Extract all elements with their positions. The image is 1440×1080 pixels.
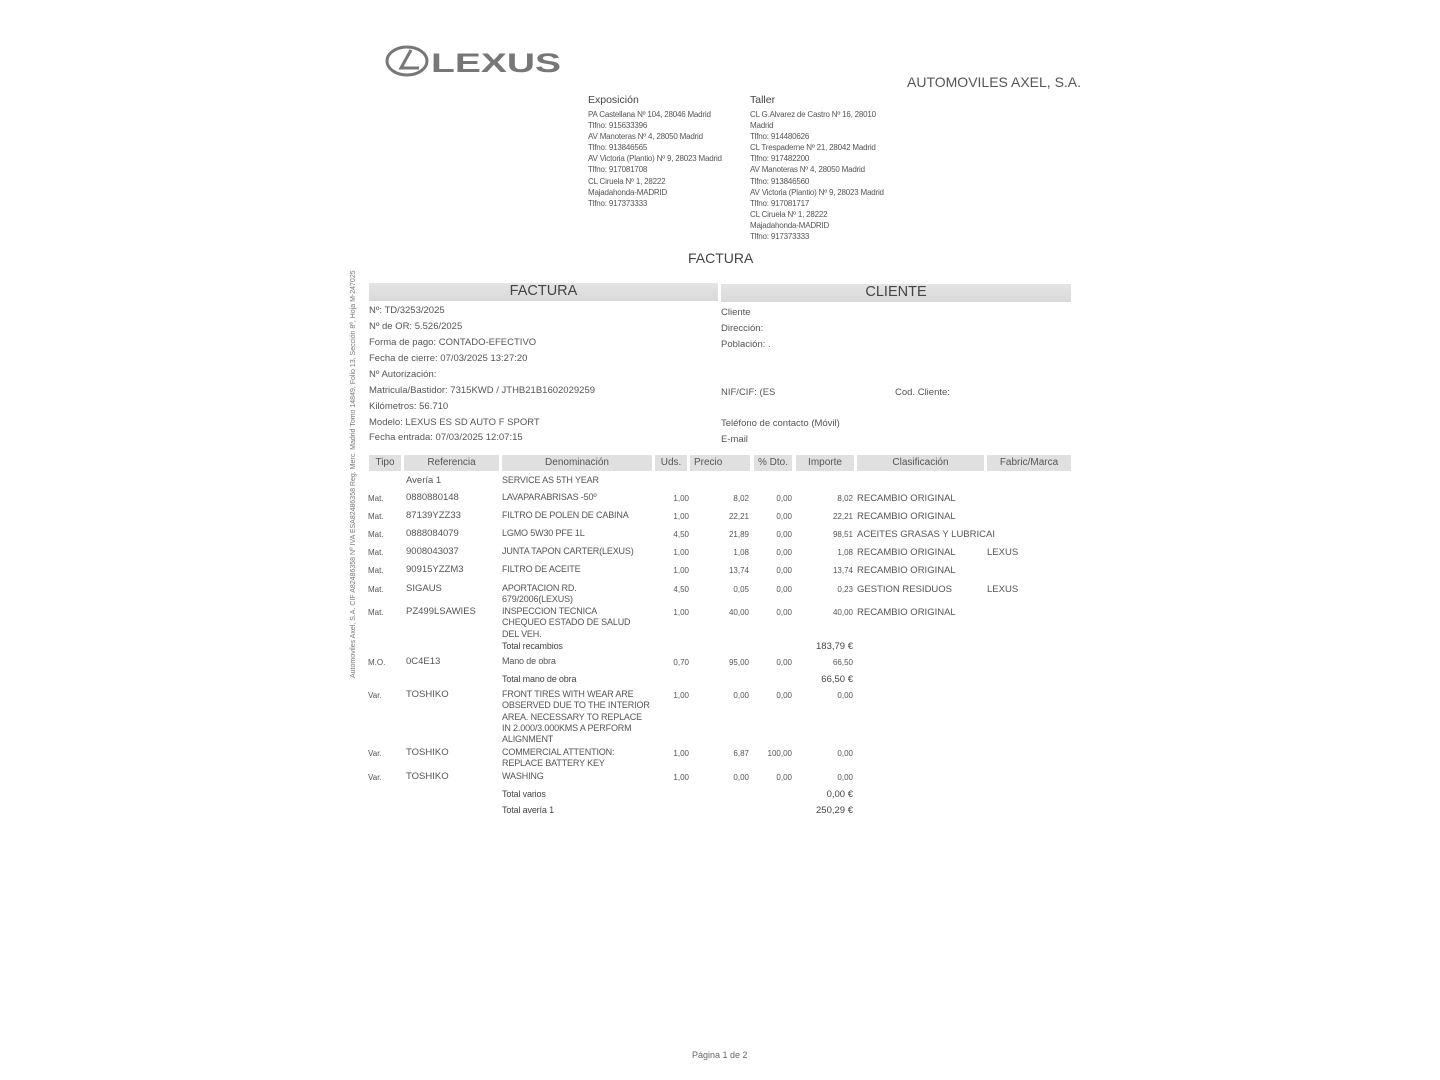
row-tipo: Mat.	[368, 530, 384, 539]
row-uds: 1,00	[673, 691, 689, 700]
row-clasificacion: RECAMBIO ORIGINAL	[857, 511, 956, 522]
row-denominacion: LAVAPARABRISAS -50º	[502, 492, 597, 502]
row-dto: 0,00	[776, 530, 792, 539]
exposicion-line: AV Victoria (Plantio) Nº 9, 28023 Madrid	[588, 154, 722, 164]
column-header: % Dto.	[754, 455, 792, 471]
row-clasificacion: ACEITES GRASAS Y LUBRICAI	[857, 529, 995, 540]
row-importe: 0,00	[837, 773, 853, 782]
taller-line: Tlfno: 913846560	[750, 176, 810, 186]
column-header: Fabric/Marca	[987, 455, 1071, 471]
taller-line: AV Manoteras Nº 4, 28050 Madrid	[750, 165, 865, 175]
exposicion-line: Majadahonda-MADRID	[588, 187, 668, 197]
row-dto: 0,00	[776, 585, 792, 594]
exposicion-title: Exposición	[588, 94, 639, 106]
row-importe: 8,02	[837, 494, 853, 503]
row-uds: 1,00	[673, 566, 689, 575]
row-tipo: Mat.	[368, 494, 384, 503]
factura-field: Nº Autorización:	[369, 369, 437, 380]
factura-field: Matricula/Bastidor: 7315KWD / JTHB21B1602029259	[369, 385, 596, 396]
row-precio: 0,00	[733, 773, 749, 782]
row-marca: LEXUS	[987, 584, 1019, 595]
taller-line: Tlfno: 917373333	[750, 232, 810, 242]
column-header: Denominación	[502, 455, 652, 471]
row-denominacion: FILTRO DE POLEN DE CABINA	[502, 510, 629, 520]
exposicion-line: Tlfno: 917081708	[588, 165, 648, 175]
column-header: Tipo	[369, 455, 401, 471]
row-importe: 98,51	[832, 530, 853, 539]
row-precio: 22,21	[728, 512, 749, 521]
row-precio: 95,00	[728, 658, 749, 667]
taller-line: Majadahonda-MADRID	[750, 220, 830, 230]
cod-cliente-label: Cod. Cliente:	[895, 387, 950, 398]
row-tipo: Mat.	[368, 512, 384, 521]
row-dto: 0,00	[776, 494, 792, 503]
exposicion-block	[588, 94, 746, 209]
email-label: E-mail	[721, 434, 748, 445]
row-tipo: Mat.	[368, 585, 384, 594]
row-dto: 0,00	[776, 608, 792, 617]
row-importe: 0,00	[837, 691, 853, 700]
cliente-header: CLIENTE	[865, 284, 927, 300]
factura-field: Forma de pago: CONTADO-EFECTIVO	[369, 337, 537, 348]
cliente-label: Cliente	[721, 307, 751, 318]
row-importe: 250,29 €	[816, 805, 853, 816]
row-denominacion: Total varios	[502, 789, 546, 799]
row-referencia: 0888084079	[406, 528, 459, 539]
row-tipo: Mat.	[368, 548, 384, 557]
cliente-header-bar	[721, 284, 1071, 302]
row-dto: 0,00	[776, 548, 792, 557]
taller-line: Madrid	[750, 121, 774, 131]
row-precio: 0,00	[733, 691, 749, 700]
taller-line: CL Ciruela Nº 1, 28222	[750, 209, 828, 219]
row-precio: 40,00	[728, 608, 749, 617]
column-header: Importe	[796, 455, 854, 471]
row-denominacion: WASHING	[502, 771, 544, 781]
row-clasificacion: RECAMBIO ORIGINAL	[857, 547, 956, 558]
row-tipo: Var.	[368, 773, 382, 782]
exposicion-line: Tlfno: 915633396	[588, 121, 648, 131]
row-referencia: 9008043037	[406, 546, 459, 557]
row-referencia: PZ499LSAWIES	[406, 606, 476, 617]
row-importe: 0,00	[837, 749, 853, 758]
row-uds: 0,70	[673, 658, 689, 667]
row-denominacion: Mano de obra	[502, 656, 556, 666]
factura-field: Nº de OR: 5.526/2025	[369, 321, 463, 332]
taller-line: CL G.Alvarez de Castro Nº 16, 28010	[750, 110, 876, 119]
factura-field: Fecha entrada: 07/03/2025 12:07:15	[369, 432, 523, 443]
svg-text:LEXUS: LEXUS	[431, 48, 561, 78]
row-uds: 4,50	[673, 585, 689, 594]
row-tipo: Mat.	[368, 566, 384, 575]
exposicion-line: CL Ciruela Nº 1, 28222	[588, 176, 666, 186]
row-importe: 22,21	[832, 512, 853, 521]
row-precio: 8,02	[733, 494, 749, 503]
row-importe: 66,50	[832, 658, 853, 667]
row-importe: 0,23	[837, 585, 853, 594]
row-importe: 40,00	[832, 608, 853, 617]
row-clasificacion: RECAMBIO ORIGINAL	[857, 493, 956, 504]
row-referencia: 90915YZZM3	[406, 564, 464, 575]
row-denominacion: SERVICE AS 5TH YEAR	[502, 475, 599, 485]
row-dto: 0,00	[776, 658, 792, 667]
row-referencia: Avería 1	[406, 475, 442, 486]
factura-field: Kilómetros: 56.710	[369, 401, 449, 412]
taller-block	[750, 94, 884, 242]
row-dto: 0,00	[776, 773, 792, 782]
row-importe: 0,00 €	[826, 789, 853, 800]
row-denominacion: INSPECCION TECNICA CHEQUEO ESTADO DE SALUD DEL VEH.	[502, 606, 631, 639]
factura-field: Nº: TD/3253/2025	[369, 305, 445, 316]
column-header: Referencia	[404, 455, 499, 471]
column-header: Precio	[690, 455, 750, 471]
row-dto: 100,00	[767, 749, 792, 758]
row-tipo: Var.	[368, 749, 382, 758]
taller-line: AV Victoria (Plantio) Nº 9, 28023 Madrid	[750, 187, 884, 197]
row-uds: 1,00	[673, 773, 689, 782]
exposicion-line: AV Manoteras Nº 4, 28050 Madrid	[588, 132, 703, 142]
row-denominacion: Total recambios	[502, 641, 563, 651]
row-dto: 0,00	[776, 566, 792, 575]
column-header: Clasificación	[857, 455, 984, 471]
taller-line: CL Trespaderne Nº 21, 28042 Madrid	[750, 143, 876, 153]
row-tipo: Mat.	[368, 608, 384, 617]
row-denominacion: COMMERCIAL ATTENTION: REPLACE BATTERY KEY	[502, 747, 615, 769]
direccion-label: Dirección:	[721, 323, 764, 334]
row-marca: LEXUS	[987, 547, 1019, 558]
row-importe: 66,50 €	[821, 674, 853, 685]
taller-line: Tlfno: 914480626	[750, 132, 810, 142]
row-clasificacion: RECAMBIO ORIGINAL	[857, 607, 956, 618]
telefono-label: Teléfono de contacto (Móvil)	[721, 418, 840, 429]
row-denominacion: FILTRO DE ACEITE	[502, 564, 581, 574]
row-referencia: 87139YZZ33	[406, 510, 461, 521]
row-uds: 1,00	[673, 608, 689, 617]
company-name: AUTOMOVILES AXEL, S.A.	[907, 74, 1082, 90]
row-tipo: Var.	[368, 691, 382, 700]
legal-text: Automoviles Axel, S.A. CIF A82486358 Nº IVA ESA82486358 Reg. Merc. Madrid Tomo 14849, Folio 13, Sección 8ª, Hoja M-247025	[350, 270, 357, 678]
exposicion-line: Tlfno: 917373333	[588, 198, 648, 208]
row-uds: 4,50	[673, 530, 689, 539]
row-referencia: TOSHIKO	[406, 747, 449, 758]
factura-field: Modelo: LEXUS ES SD AUTO F SPORT	[369, 417, 540, 428]
column-header: Uds.	[655, 455, 687, 471]
taller-line: Tlfno: 917482200	[750, 154, 810, 164]
row-importe: 183,79 €	[816, 641, 853, 652]
row-precio: 0,05	[733, 585, 749, 594]
row-precio: 1,08	[733, 548, 749, 557]
exposicion-line: Tlfno: 913846565	[588, 143, 648, 153]
factura-field: Fecha de cierre: 07/03/2025 13:27:20	[369, 353, 528, 364]
row-referencia: 0C4E13	[406, 656, 441, 667]
row-dto: 0,00	[776, 691, 792, 700]
row-uds: 1,00	[673, 512, 689, 521]
exposicion-line: PA Castellana Nº 104, 28046 Madrid	[588, 110, 711, 119]
row-denominacion: JUNTA TAPON CARTER(LEXUS)	[502, 546, 634, 556]
document-title: FACTURA	[688, 250, 754, 266]
factura-header: FACTURA	[509, 283, 578, 299]
row-clasificacion: GESTION RESIDUOS	[857, 584, 953, 595]
row-uds: 1,00	[673, 749, 689, 758]
row-precio: 13,74	[728, 566, 749, 575]
row-denominacion: FRONT TIRES WITH WEAR ARE OBSERVED DUE TO THE INTERIOR AREA. NECESSARY TO REPLACE IN 2.000/3.000KMS A PERFORM ALIGNMENT	[502, 689, 650, 745]
row-denominacion: Total avería 1	[502, 805, 554, 815]
row-denominacion: APORTACION RD. 679/2006(LEXUS)	[502, 583, 577, 605]
row-denominacion: Total mano de obra	[502, 674, 577, 684]
row-importe: 13,74	[832, 566, 853, 575]
row-referencia: SIGAUS	[406, 583, 442, 594]
row-uds: 1,00	[673, 494, 689, 503]
lexus-logo	[385, 42, 565, 82]
taller-title: Taller	[750, 94, 776, 106]
row-uds: 1,00	[673, 548, 689, 557]
page-number: Página 1 de 2	[692, 1050, 748, 1060]
row-precio: 6,87	[733, 749, 749, 758]
row-referencia: TOSHIKO	[406, 771, 449, 782]
row-tipo: M.O.	[368, 658, 386, 667]
row-referencia: 0880880148	[406, 492, 459, 503]
row-clasificacion: RECAMBIO ORIGINAL	[857, 565, 956, 576]
row-importe: 1,08	[837, 548, 853, 557]
row-referencia: TOSHIKO	[406, 689, 449, 700]
taller-line: Tlfno: 917081717	[750, 198, 810, 208]
nif-label: NIF/CIF: (ES	[721, 387, 776, 398]
factura-header-bar	[369, 283, 718, 301]
row-denominacion: LGMO 5W30 PFE 1L	[502, 528, 585, 538]
poblacion-label: Población: .	[721, 339, 771, 350]
row-precio: 21,89	[728, 530, 749, 539]
row-dto: 0,00	[776, 512, 792, 521]
